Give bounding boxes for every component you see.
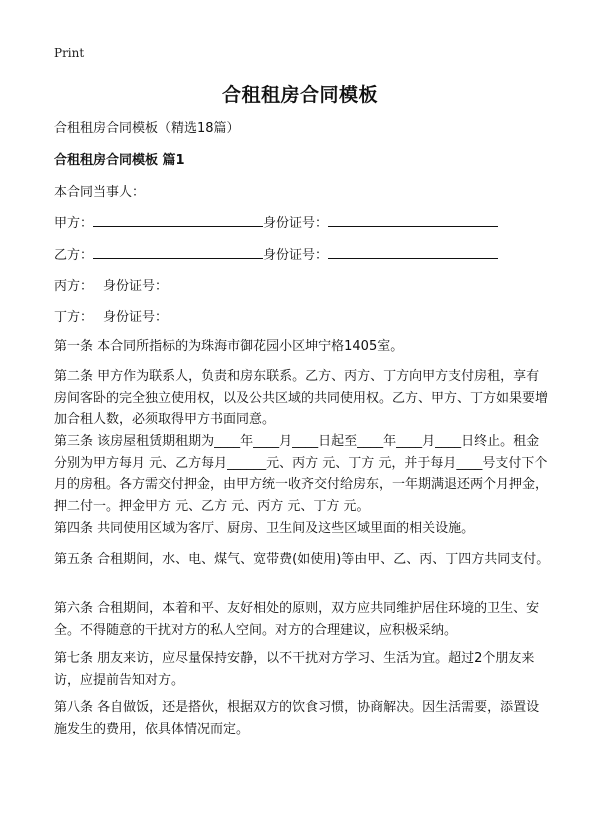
- party-yi-name-blank: [93, 244, 263, 259]
- party-yi-id-blank: [328, 244, 498, 259]
- party-ding-id-label: 身份证号：: [103, 310, 169, 325]
- party-jia-id-label: 身份证号：: [263, 216, 329, 231]
- article-1: 第一条 本合同所指标的为珠海市御花园小区坤宁格1405室。: [54, 339, 404, 354]
- document-title: 合租租房合同模板: [221, 84, 378, 106]
- party-jia-name-blank: [93, 212, 263, 227]
- article-5: 第五条 合租期间，水、电、煤气、宽带费(如使用)等由甲、乙、丙、丁四方共同支付。: [54, 552, 550, 567]
- document-subtitle: 合租租房合同模板（精选18篇）: [54, 121, 240, 136]
- party-jia-row: [54, 212, 498, 235]
- article-8: 第八条 各自做饭，还是搭伙，根据双方的饮食习惯，协商解决。因生活需要，添置设施发生的费用，依具体情况而定。: [54, 700, 540, 737]
- parties-intro: 本合同当事人：: [54, 185, 146, 200]
- party-jia-id-blank: [328, 212, 498, 227]
- article-2: 第二条 甲方作为联系人，负责和房东联系。乙方、丙方、丁方向甲方支付房租，享有房间客卧的完全独立使用权，以及公共区域的共同使用权。乙方、甲方、丁方如果要增加合租人数，必须取得甲方书面同意。: [54, 369, 549, 427]
- party-bing-row: [54, 276, 168, 298]
- article-7: 第七条 朋友来访，应尽量保持安静，以不干扰对方学习、生活为宜。超过2个朋友来访，应提前告知对方。: [54, 651, 535, 688]
- party-ding-row: [54, 307, 168, 329]
- article-6: 第六条 合租期间，本着和平、友好相处的原则，双方应共同维护居住环境的卫生、安全。不得随意的干扰对方的私人空间。对方的合理建议，应积极采纳。: [54, 601, 540, 638]
- party-yi-label: 乙方：: [54, 248, 94, 263]
- party-jia-label: 甲方：: [54, 216, 94, 231]
- party-yi-id-label: 身份证号：: [263, 248, 329, 263]
- party-yi-row: [54, 244, 498, 267]
- party-ding-label: 丁方：: [54, 310, 94, 325]
- article-4: 第四条 共同使用区域为客厅、厨房、卫生间及这些区域里面的相关设施。: [54, 521, 475, 536]
- section-heading: 合租租房合同模板 篇1: [54, 153, 185, 168]
- print-label: Print: [54, 46, 85, 60]
- party-bing-id-label: 身份证号：: [103, 279, 169, 294]
- party-bing-label: 丙方：: [54, 279, 94, 294]
- article-3: 第三条 该房屋租赁期租期为____年____月____日起至____年____月____日终止。租金分别为甲方每月 元、乙方每月______元、丙方 元、丁方 元，并于每月____号支付下个月的房租。各方需交付押金，由甲方统一收齐交付给房东，一年期满退还两个月押金，押二付一。押金甲方 元、乙方 元、丙方 元、丁方 元。: [54, 434, 549, 514]
